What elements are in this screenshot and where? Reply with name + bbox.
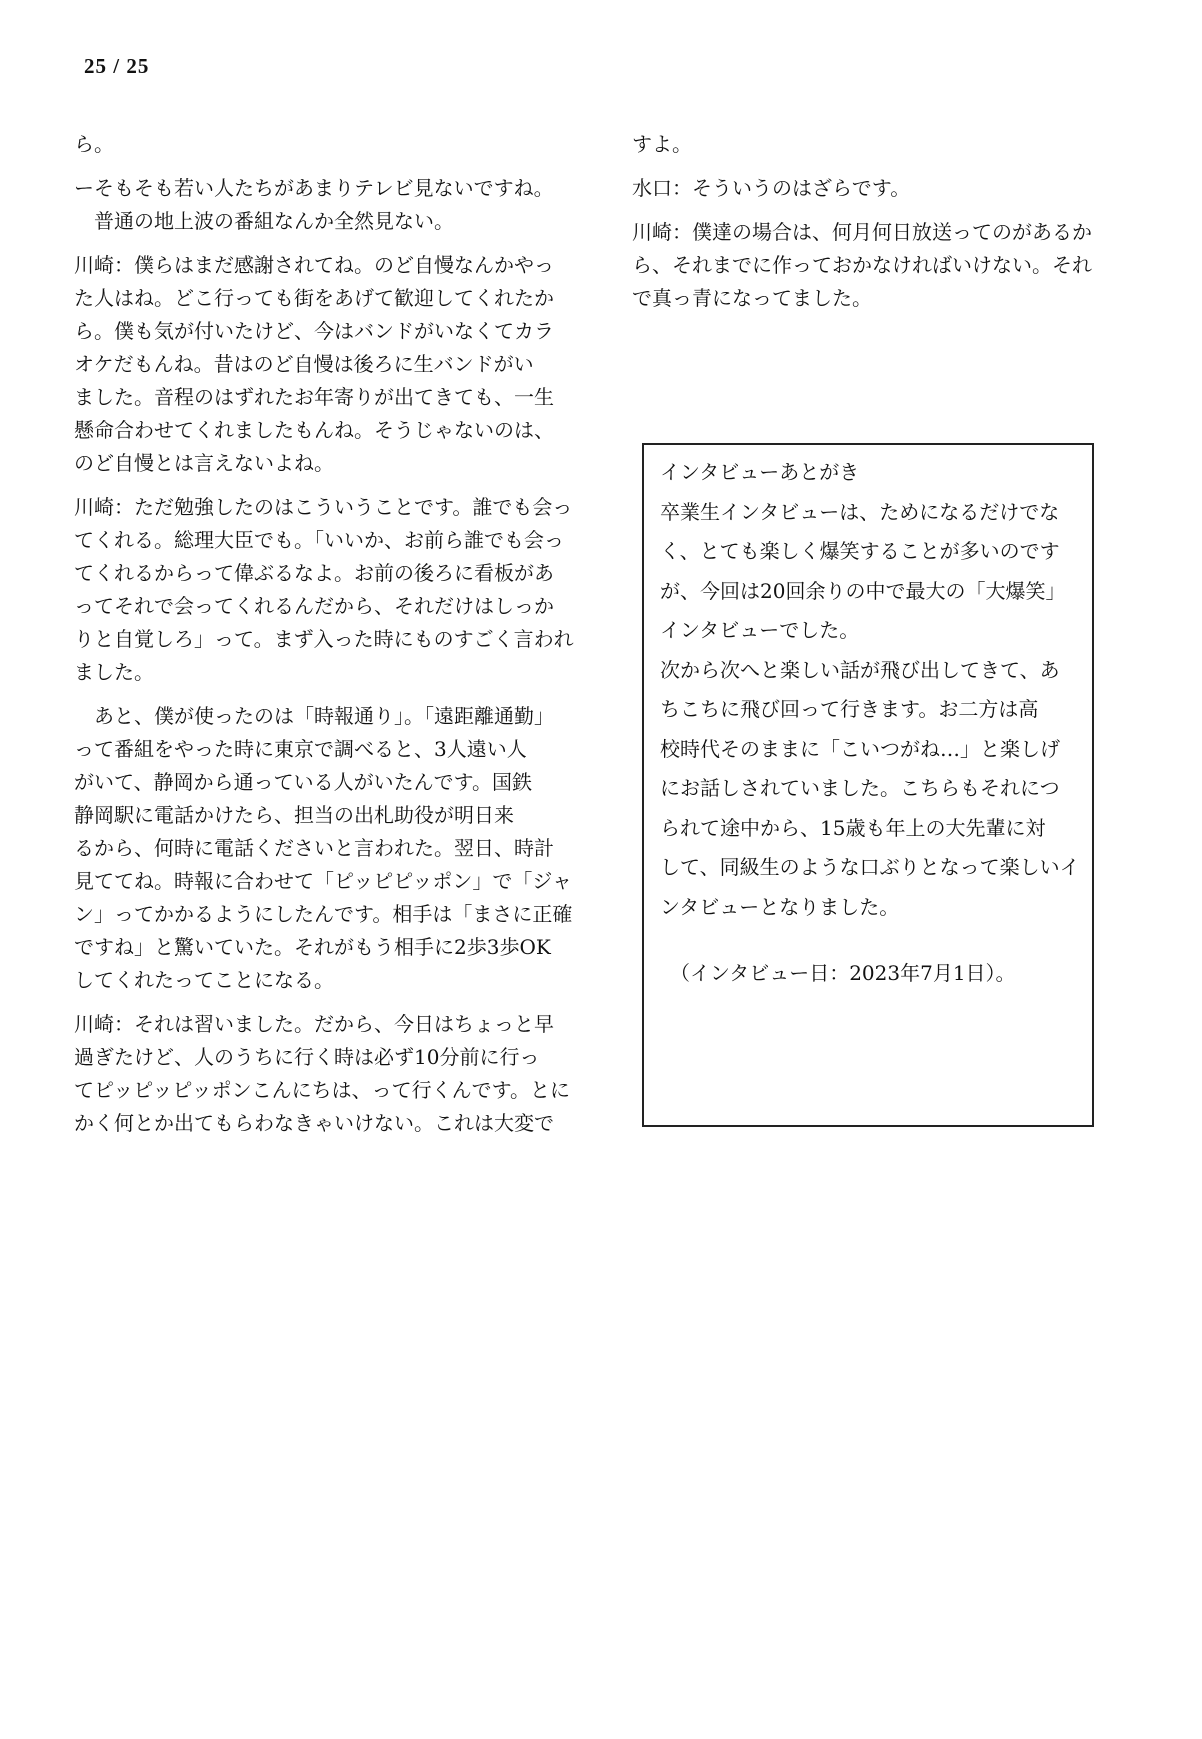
afterword-line: して、同級生のような口ぶりとなって楽しいイ [660, 855, 1080, 879]
afterword-line: られて途中から、15歳も年上の大先輩に対 [660, 815, 1046, 840]
paragraph [74, 172, 578, 238]
text-line: ン」ってかかるようにしたんです。相手は「まさに正確 [74, 902, 573, 926]
text-line: 過ぎたけど、人のうちに行く時は必ず10分前に行っ [74, 1045, 540, 1069]
text-line: かく何とか出てもらわなきゃいけない。これは大変で [74, 1111, 554, 1135]
afterword-box [642, 443, 1094, 1127]
text-line: ら。 [74, 132, 114, 156]
text-line: 川崎：僕達の場合は、何月何日放送ってのがあるか [632, 220, 1092, 244]
text-line: のど自慢とは言えないよね。 [74, 451, 334, 475]
text-line: ら、それまでに作っておかなければいけない。それ [632, 253, 1092, 277]
paragraph [74, 1008, 578, 1140]
afterword-line: 次から次へと楽しい話が飛び出してきて、あ [660, 657, 1060, 682]
text-line: りと自覚しろ」って。まず入った時にものすごく言われ [74, 627, 574, 651]
text-line: すよ。 [632, 132, 692, 156]
text-line: で真っ青になってました。 [632, 286, 872, 310]
text-line: 川崎：ただ勉強したのはこういうことです。誰でも会っ [74, 495, 573, 519]
text-line: してくれたってことになる。 [74, 968, 334, 992]
afterword-line: にお話しされていました。こちらもそれにつ [660, 776, 1060, 800]
text-line: 川崎：それは習いました。だから、今日はちょっと早 [74, 1012, 554, 1036]
text-line: 川崎：僕らはまだ感謝されてね。のど自慢なんかやっ [74, 253, 554, 277]
text-line: てくれる。総理大臣でも。「いいか、お前ら誰でも会っ [74, 528, 564, 552]
text-line: ーそもそも若い人たちがあまりテレビ見ないですね。 [74, 176, 554, 200]
text-line: ってそれで会ってくれるんだから、それだけはしっか [74, 594, 554, 618]
text-line: 水口：そういうのはざらです。 [632, 176, 911, 200]
text-line: ました。 [74, 660, 154, 684]
left-column [74, 128, 578, 1151]
afterword-line: 卒業生インタビューは、ためになるだけでな [660, 499, 1060, 524]
afterword-line: く、とても楽しく爆笑することが多いのです [660, 539, 1060, 563]
text-line: 見ててね。時報に合わせて「ピッピピッポン」で「ジャ [74, 869, 572, 893]
text-line: てくれるからって偉ぶるなよ。お前の後ろに看板があ [74, 561, 554, 585]
text-line: 懸命合わせてくれましたもんね。そうじゃないのは、 [74, 418, 554, 442]
paragraph [632, 172, 1140, 205]
afterword-line: インタビューでした。 [660, 618, 860, 642]
afterword-line: ンタビューとなりました。 [660, 894, 900, 919]
afterword-line: 校時代そのままに「こいつがね…」と楽しげ [660, 736, 1060, 761]
paragraph [74, 128, 578, 161]
text-line: がいて、静岡から通っている人がいたんです。国鉄 [74, 770, 532, 794]
text-line: 静岡駅に電話かけたら、担当の出札助役が明日来 [74, 803, 514, 827]
afterword-line: ちこちに飛び回って行きます。お二方は高 [660, 697, 1039, 721]
text-line: って番組をやった時に東京で調べると、3人遠い人 [74, 737, 527, 761]
paragraph [632, 216, 1140, 315]
text-line: オケだもんね。昔はのど自慢は後ろに生バンドがい [74, 352, 534, 376]
afterword-line: が、今回は20回余りの中で最大の「大爆笑」 [660, 578, 1066, 603]
text-line: た人はね。どこ行っても街をあげて歓迎してくれたか [74, 286, 554, 310]
right-column [632, 128, 1140, 326]
text-line: ました。音程のはずれたお年寄りが出てきても、一生 [74, 385, 554, 409]
text-line: ら。僕も気が付いたけど、今はバンドがいなくてカラ [74, 319, 554, 343]
interview-date: （インタビュー日：2023年7月1日）。 [670, 961, 1016, 985]
text-line: ですね」と驚いていた。それがもう相手に2歩3歩OK [74, 935, 551, 959]
paragraph [632, 128, 1140, 161]
paragraph [74, 700, 578, 997]
paragraph [74, 249, 578, 480]
page-number: 25 / 25 [84, 54, 150, 78]
text-line: あと、僕が使ったのは「時報通り」。「遠距離通勤」 [74, 704, 554, 728]
text-line: てピッピッピッポンこんにちは、って行くんです。とに [74, 1078, 570, 1102]
afterword-title: インタビューあとがき [660, 460, 860, 484]
text-line: 普通の地上波の番組なんか全然見ない。 [74, 209, 454, 233]
text-line: るから、何時に電話くださいと言われた。翌日、時計 [74, 836, 554, 860]
paragraph [74, 491, 578, 689]
